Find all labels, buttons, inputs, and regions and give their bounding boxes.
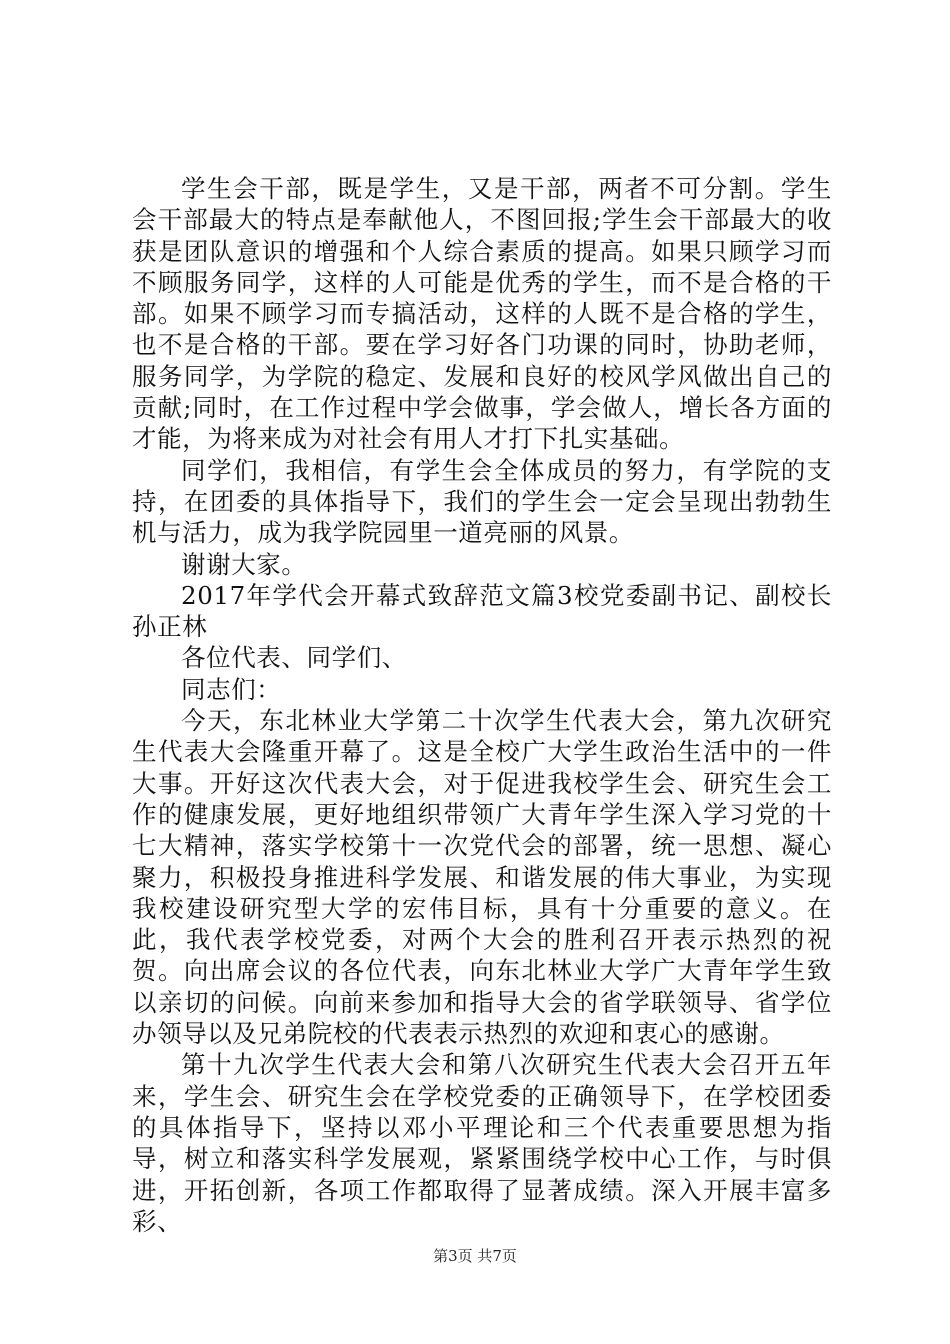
paragraph-section-heading: 2017年学代会开幕式致辞范文篇3校党委副书记、副校长孙正林 [132, 580, 832, 642]
paragraph-thanks: 谢谢大家。 [181, 549, 307, 579]
paragraph-student-cadre: 学生会干部，既是学生，又是干部，两者不可分割。学生会干部最大的特点是奉献他人，不图回报;学生会干部最大的收获是团队意识的增强和个人综合素质的提高。如果只顾学习而不顾服务同学，这样的人可能是优秀的学生，而不是合格的干部。如果不顾学习而专搞活动，这样的人既不是合格的学生，也不是合格的干部。要在学习好各门功课的同时，协助老师，服务同学，为学院的稳定、发展和良好的校风学风做出自己的贡献;同时，在工作过程中学会做事，学会做人，增长各方面的才能，为将来成为对社会有用人才打下扎实基础。 [132, 174, 832, 454]
document-body [132, 173, 832, 1237]
page-number-footer: 第3页 共7页 [433, 1247, 517, 1265]
paragraph-five-years: 第十九次学生代表大会和第八次研究生代表大会召开五年来，学生会、研究生会在学校党委的正确领导下，在学校团委的具体指导下，坚持以邓小平理论和三个代表重要思想为指导，树立和落实科学发展观，紧紧围绕学校中心工作，与时俱进，开拓创新，各项工作都取得了显著成绩。深入开展丰富多彩、 [132, 1050, 832, 1236]
paragraph-confidence: 同学们，我相信，有学生会全体成员的努力，有学院的支持，在团委的具体指导下，我们的学生会一定会呈现出勃勃生机与活力，成为我学院园里一道亮丽的风景。 [132, 455, 832, 548]
paragraph-opening: 今天，东北林业大学第二十次学生代表大会，第九次研究生代表大会隆重开幕了。这是全校广大学生政治生活中的一件大事。开好这次代表大会，对于促进我校学生会、研究生会工作的健康发展，更好地组织带领广大青年学生深入学习党的十七大精神，落实学校第十一次党代会的部署，统一思想、凝心聚力，积极投身推进科学发展、和谐发展的伟大事业，为实现我校建设研究型大学的宏伟目标，具有十分重要的意义。在此，我代表学校党委，对两个大会的胜利召开表示热烈的祝贺。向出席会议的各位代表，向东北林业大学广大青年学生致以亲切的问候。向前来参加和指导大会的省学联领导、省学位办领导以及兄弟院校的代表表示热烈的欢迎和衷心的感谢。 [132, 706, 832, 1049]
paragraph-salutation-1: 各位代表、同学们、 [181, 643, 407, 673]
paragraph-salutation-2: 同志们： [181, 674, 282, 704]
